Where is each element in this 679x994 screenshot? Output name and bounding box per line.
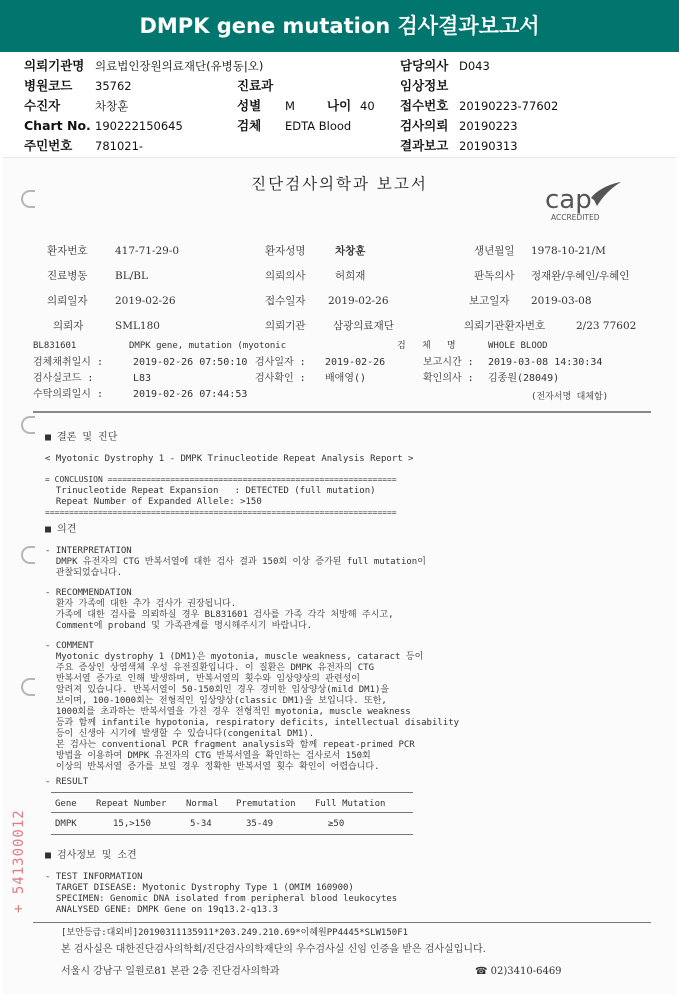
info-label: 의뢰의사: [265, 270, 306, 282]
info-label: 의뢰일자: [47, 295, 88, 307]
result-cell: DMPK: [55, 819, 77, 829]
test-date-label: 검사일자 :: [255, 357, 306, 368]
interpretation-line: 관찰되었습니다.: [45, 568, 123, 578]
divider: [51, 812, 413, 813]
comment-line: 주요 증상인 상염색체 우성 유전질환입니다. 이 질환은 DMPK 유전자의 CTG: [45, 663, 374, 673]
header-value: 20190223-77602: [459, 99, 559, 113]
info-value: SML180: [115, 320, 160, 332]
header-label: 담당의사: [400, 58, 449, 73]
test-info-line: SPECIMEN: Genomic DNA isolated from peripheral blood leukocytes: [45, 894, 398, 904]
header-value: 20190223: [459, 119, 518, 133]
receipt-value: 2019-02-26 07:44:53: [133, 389, 248, 400]
section-heading: ■ 의견: [45, 524, 77, 535]
header-label: 성별: [237, 98, 262, 113]
info-label: 접수일자: [265, 295, 306, 307]
divider: [51, 792, 413, 793]
header-label: 결과보고: [400, 138, 449, 153]
conclusion-line: Repeat Number of Expanded Allele: >150: [45, 497, 262, 507]
punch-hole: [21, 678, 35, 696]
info-value: 2/23 77602: [576, 320, 637, 332]
report-title: DMPK gene mutation 검사결과보고서: [0, 0, 679, 52]
info-label: 진료병동: [47, 270, 88, 282]
info-value: 417-71-29-0: [115, 245, 180, 257]
subsection-heading: - INTERPRETATION: [45, 546, 132, 556]
side-serial-number: + 541300012: [11, 809, 27, 913]
footer-address: 서울시 강남구 일원로81 본관 2층 진단검사의학과: [61, 966, 280, 977]
test-info-line: TARGET DISEASE: Myotonic Dystrophy Type 1 (OMIM 160900): [45, 883, 354, 893]
punch-hole: [21, 546, 35, 564]
comment-line: 등과 함께 infantile hypotonia, respiratory deficits, intellectual disability: [45, 718, 460, 728]
comment-line: 반복서열 증가로 인해 발생하며, 반복서열의 횟수와 임상양상의 관련성이: [45, 674, 361, 684]
comment-line: 방법을 이용하여 DMPK 유전자의 CTG 반복서열을 확인하는 검사로서 150회: [45, 751, 371, 761]
section-heading: ■ 결론 및 진단: [45, 432, 118, 443]
info-label: 의뢰자: [53, 320, 84, 332]
recommendation-line: Comment에 proband 및 가족관계를 명시해주시기 바랍니다.: [45, 621, 313, 631]
header-row: [0, 76, 679, 96]
info-label: 판독의사: [474, 270, 515, 282]
header-value: 190222150645: [95, 119, 183, 133]
info-value: 2019-02-26: [115, 295, 176, 307]
subsection-heading: - COMMENT: [45, 641, 94, 651]
check-icon: [591, 182, 621, 206]
specimen-label: 검 체 명: [397, 341, 456, 351]
info-value: 2019-02-26: [328, 295, 389, 307]
test-name: DMPK gene, mutation (myotonic: [129, 341, 287, 351]
header-label: 병원코드: [24, 78, 73, 93]
section-heading: ■ 검사정보 및 소견: [45, 850, 137, 861]
test-code: BL831601: [33, 341, 77, 351]
result-cell: ≥50: [328, 819, 345, 829]
header-label: 검체: [237, 118, 262, 133]
result-cell: 5-34: [190, 819, 212, 829]
cap-logo-sub: ACCREDITED: [551, 213, 600, 222]
result-cell: 35-49: [246, 819, 274, 829]
header-label: 검사의뢰: [400, 118, 449, 133]
header-label: 주민번호: [24, 138, 73, 153]
confirm-label: 검사확인 :: [255, 373, 306, 384]
result-col-header: Repeat Number: [96, 799, 167, 809]
header-value: D043: [459, 59, 490, 73]
info-value: 정재완/우혜인/우혜인: [531, 270, 630, 282]
esign-note: (전자서명 대체함): [531, 392, 609, 402]
header-value: 781021-: [95, 139, 144, 153]
header-row: [0, 56, 679, 76]
subsection-heading: - TEST INFORMATION: [45, 872, 143, 882]
header-value: EDTA Blood: [285, 119, 352, 133]
header-value: 35762: [95, 79, 132, 93]
header-label: 접수번호: [400, 98, 449, 113]
info-value: 차창훈: [335, 245, 366, 257]
confirmer-value: 김종원(28049): [488, 373, 560, 384]
result-col-header: Gene: [55, 799, 77, 809]
result-col-header: Premutation: [236, 799, 296, 809]
divider: [33, 411, 651, 413]
comment-line: Myotonic dystrophy 1 (DM1)은 myotonia, muscle weakness, cataract 등이: [45, 652, 424, 662]
info-value: 삼광의료재단: [333, 320, 394, 332]
info-label: 생년월일: [474, 245, 515, 257]
receipt-label: 수탁의뢰일시 :: [33, 389, 104, 400]
footer-phone: ☎ 02)3410-6469: [475, 966, 562, 977]
info-value: 1978-10-21/M: [531, 245, 606, 257]
collect-value: 2019-02-26 07:50:10: [133, 357, 248, 368]
confirm-value: 배애영(): [325, 373, 367, 384]
footer-certification: 본 검사실은 대한진단검사의학회/진단검사의학재단의 우수검사실 신임 인증을 받은 검사실입니다.: [61, 944, 486, 955]
info-label: 의뢰기관환자번호: [464, 320, 546, 332]
result-cell: 15,>150: [113, 819, 151, 829]
result-col-header: Full Mutation: [315, 799, 386, 809]
divider: [51, 834, 413, 835]
result-col-header: Normal: [186, 799, 219, 809]
order-header: [0, 52, 679, 156]
room-value: L83: [133, 373, 152, 384]
test-date-value: 2019-02-26: [325, 357, 386, 368]
interpretation-line: DMPK 유전자의 CTG 반복서열에 대한 검사 결과 150회 이상 증가된 full mutation이: [45, 557, 426, 567]
report-time-value: 2019-03-08 14:30:34: [488, 357, 603, 368]
subsection-heading: - RESULT: [45, 777, 89, 787]
header-value: 20190313: [459, 139, 518, 153]
info-label: 의뢰기관: [265, 320, 306, 332]
room-label: 검사실코드 :: [33, 373, 94, 384]
report-name: < Myotonic Dystrophy 1 - DMPK Trinucleotide Repeat Analysis Report >: [45, 454, 414, 464]
footer-security-code: [보안등급:대외비]20190311135911*203.249.210.69*이혜원PP4445*SLW150F1: [61, 928, 409, 938]
specimen-value: WHOLE BLOOD: [488, 341, 548, 351]
header-value: 차창훈: [95, 99, 129, 113]
header-row: [0, 116, 679, 136]
comment-line: 이상의 반복서열 증가를 보일 경우 정확한 반복서열 횟수 확인이 어렵습니다.: [45, 762, 380, 772]
scanned-report: [3, 157, 676, 994]
comment-line: 1000회를 초과하는 반복서열을 가진 경우 전형적인 myotonia, muscle weakness: [45, 707, 411, 717]
comment-line: 보이며, 100-1000회는 전형적인 임상양상(classic DM1)을 보입니다. 또한,: [45, 696, 387, 706]
header-label: Chart No.: [24, 118, 91, 133]
info-value: BL/BL: [115, 270, 148, 282]
confirmer-label: 확인의사 :: [423, 373, 474, 384]
header-label: 의뢰기관명: [24, 58, 85, 73]
recommendation-line: 가족에 대한 검사를 의뢰하실 경우 BL831601 검사를 가족 각각 처방해 주시고,: [45, 610, 394, 620]
recommendation-line: 환자 가족에 대한 추가 검사가 권장됩니다.: [45, 599, 237, 609]
header-label: 나이: [327, 98, 352, 113]
comment-line: 등이 신생아 시기에 발생할 수 있습니다(congenital DM1).: [45, 729, 315, 739]
info-label: 환자성명: [265, 245, 306, 257]
conclusion-header: = CONCLUSION ============================================================: [45, 475, 397, 484]
conclusion-end: =========================================================================: [45, 508, 397, 517]
conclusion-line: Trinucleotide Repeat Expansion : DETECTED (full mutation): [45, 486, 376, 496]
divider: [33, 922, 651, 923]
comment-line: 알려져 있습니다. 반복서열이 50-150회인 경우 경미한 임상양상(mild DM1)을: [45, 685, 390, 695]
header-row: [0, 136, 679, 156]
header-label: 수진자: [24, 98, 61, 113]
header-label: 진료과: [237, 78, 274, 93]
cap-logo-text: cap: [545, 185, 592, 215]
comment-line: 본 검사는 conventional PCR fragment analysis와 함께 repeat-primed PCR: [45, 740, 415, 750]
header-label: 임상정보: [400, 78, 449, 93]
info-label: 보고일자: [469, 295, 510, 307]
header-value: 의료법인장원의료재단(유병동|오): [95, 59, 264, 73]
info-label: 환자번호: [47, 245, 88, 257]
collect-label: 검체채취일시 :: [33, 357, 104, 368]
header-row: [0, 96, 679, 116]
report-time-label: 보고시간 :: [423, 357, 474, 368]
punch-hole: [21, 416, 35, 434]
scan-report-title: 진단검사의학과 보고서: [251, 175, 428, 193]
info-value: 2019-03-08: [531, 295, 592, 307]
header-value: M: [285, 99, 295, 113]
test-info-line: ANALYSED GENE: DMPK Gene on 19q13.2-q13.3: [45, 905, 278, 915]
cap-accredited-logo: [539, 180, 629, 226]
subsection-heading: - RECOMMENDATION: [45, 588, 132, 598]
header-value: 40: [360, 99, 375, 113]
info-value: 허희재: [335, 270, 366, 282]
